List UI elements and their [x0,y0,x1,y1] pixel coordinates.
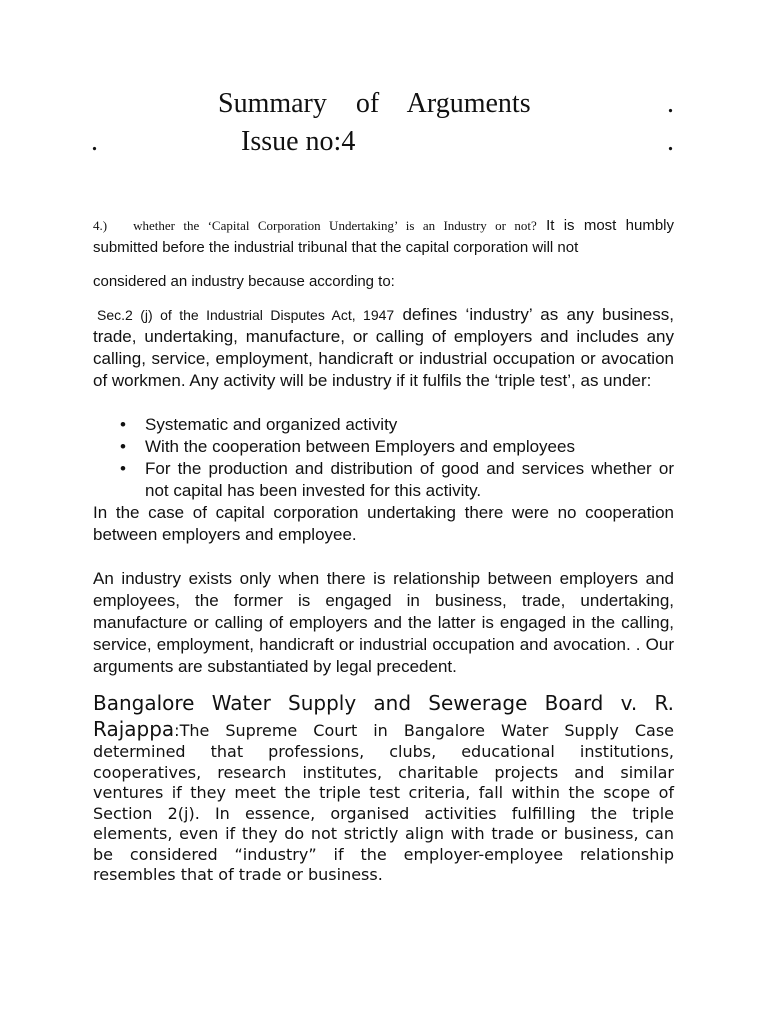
page-title: Summary of Arguments [218,88,531,119]
definition-paragraph [93,304,674,392]
list-item-text: Systematic and organized activity [145,415,398,434]
list-item-text: For the production and distribution of good and services whether or not capital has been invested for this activity. [145,459,674,500]
case-name: Bangalore Water Supply and Sewerage Board v. R. Rajappa [93,691,674,741]
issue-row [93,126,674,164]
title-dot: . [667,88,674,119]
list-item [93,458,674,502]
list-item-text: With the cooperation between Employers and employees [145,437,575,456]
list-item [93,414,674,436]
issue-heading: Issue no:4 [241,126,356,157]
bullet-icon: • [120,459,126,478]
triple-test-list [93,414,674,502]
relationship-paragraph: An industry exists only when there is relationship between employers and employees, the former is engaged in business, trade, undertaking, manufacture or calling of employers and the latter is engaged in the calling, service, employment, handicraft or industrial occupation and avocation. . Our arguments are substantiated by legal precedent. [93,569,674,676]
issue-number: 4.) [93,218,108,233]
bullet-icon: • [120,437,126,456]
section-reference: Sec.2 (j) of the Industrial Disputes Act, 1947 [97,307,395,323]
case-separator: : [174,721,180,740]
issue-dot-left: . [91,126,98,157]
document-page [93,88,674,886]
issue-submission: It is most humbly submitted before the industrial tribunal that the capital corporation will not [93,217,674,256]
precedent-paragraph [93,690,674,886]
bullet-icon: • [120,415,126,434]
definition-text: defines ‘industry’ as any business, trade, undertaking, manufacture, or calling of employers and includes any calling, service, employment, handicraft or industrial occupation or avocation of workmen. Any activity will be industry if it fulfils the ‘triple test’, as under: [93,305,674,390]
issue-dot-right: . [667,126,674,157]
cooperation-paragraph: In the case of capital corporation undertaking there were no cooperation between employers and employee. [93,503,674,544]
issue-question: whether the ‘Capital Corporation Undertaking’ is an Industry or not? [133,218,537,233]
case-text: The Supreme Court in Bangalore Water Supply Case determined that professions, clubs, educational institutions, cooperatives, research institutes, charitable projects and similar ventures if they meet the triple test criteria, fall within the scope of Section 2(j). In essence, organised activities fulfilling the triple elements, even if they do not strictly align with trade or business, can be considered “industry” if the employer-employee relationship resembles that of trade or business. [93,721,674,884]
issue-continuation: considered an industry because according to: [93,273,395,290]
issue-question-paragraph [93,215,674,259]
list-item [93,436,674,458]
title-row [93,88,674,126]
